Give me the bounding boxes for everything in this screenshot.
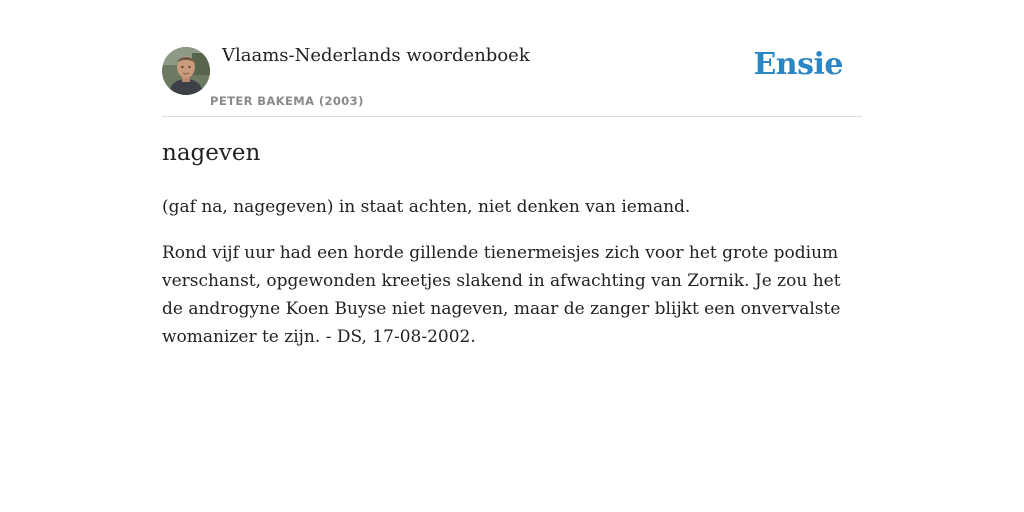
dictionary-header: [162, 0, 862, 117]
ensie-logo[interactable]: Ensie: [753, 47, 843, 82]
avatar-photo: [162, 47, 210, 95]
example-text: Rond vijf uur had een horde gillende tienermeisjes zich voor het grote podium verschanst, opgewonden kreetjes slakend in afwachting van Zornik. Je zou het de androgyne Koen Buyse niet nageven, maar de zanger blijkt een onvervalste womanizer te zijn. - DS, 17-08-2002.: [162, 243, 841, 347]
entry-page: [162, 0, 862, 347]
dictionary-title-link[interactable]: Vlaams-Nederlands woordenboek: [222, 45, 530, 66]
definition-text: (gaf na, nagegeven) in staat achten, niet denken van iemand.: [162, 197, 691, 217]
headword: nageven: [162, 140, 261, 166]
author-credit: PETER BAKEMA (2003): [210, 94, 364, 108]
author-avatar[interactable]: [162, 47, 210, 95]
